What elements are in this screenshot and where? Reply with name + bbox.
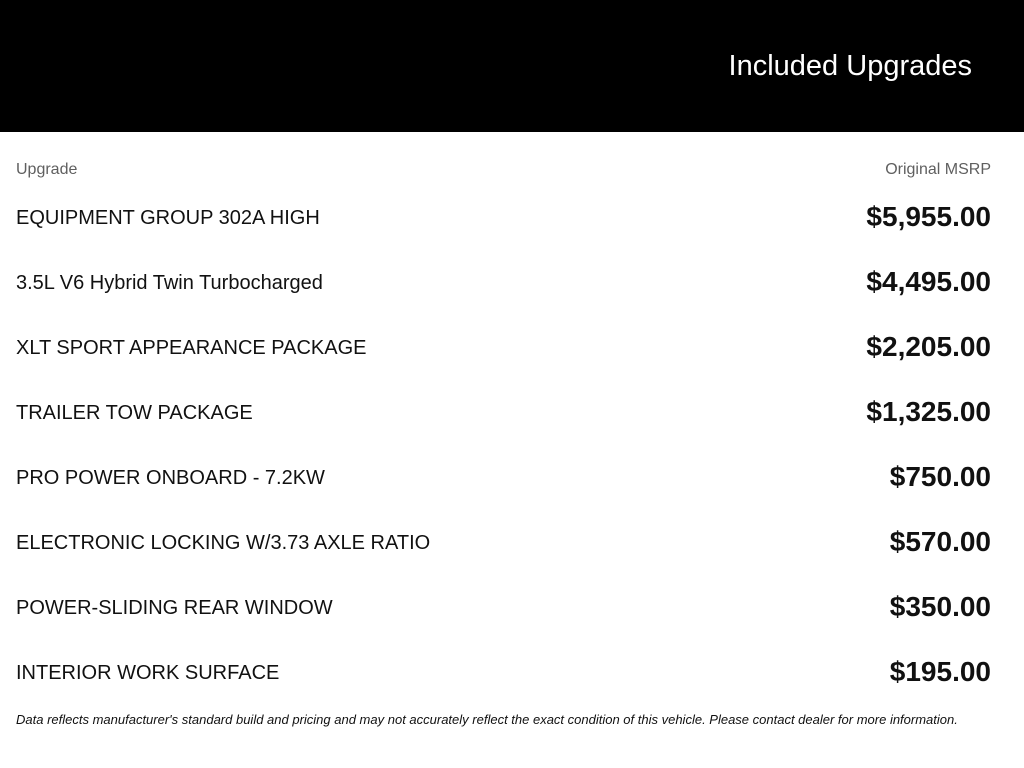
disclaimer-text: Data reflects manufacturer's standard build and pricing and may not accurately reflect the exact condition of this vehicle. Please contact dealer for more information.	[16, 712, 958, 727]
upgrade-price: $1,325.00	[866, 396, 991, 427]
upgrade-name: EQUIPMENT GROUP 302A HIGH	[16, 207, 320, 229]
upgrade-row	[0, 643, 1024, 708]
upgrade-list	[0, 188, 1024, 708]
column-header-upgrade: Upgrade	[16, 161, 78, 178]
upgrade-name: 3.5L V6 Hybrid Twin Turbocharged	[16, 272, 323, 294]
upgrade-price: $750.00	[889, 461, 991, 492]
upgrade-price: $570.00	[889, 526, 991, 557]
upgrade-name: POWER-SLIDING REAR WINDOW	[16, 597, 333, 619]
upgrade-row	[0, 448, 1024, 513]
upgrade-price: $2,205.00	[866, 331, 991, 362]
upgrade-row	[0, 318, 1024, 383]
upgrade-row	[0, 578, 1024, 643]
upgrade-row	[0, 253, 1024, 318]
upgrade-name: ELECTRONIC LOCKING W/3.73 AXLE RATIO	[16, 532, 431, 554]
upgrade-row	[0, 188, 1024, 253]
upgrade-name: PRO POWER ONBOARD - 7.2KW	[16, 467, 325, 489]
header-bar	[0, 0, 1024, 132]
page-title: Included Upgrades	[728, 50, 972, 82]
upgrade-price: $5,955.00	[866, 201, 991, 232]
column-header-msrp: Original MSRP	[885, 161, 991, 178]
upgrade-price: $195.00	[889, 656, 991, 687]
upgrade-price: $350.00	[889, 591, 991, 622]
upgrade-name: TRAILER TOW PACKAGE	[16, 402, 253, 424]
upgrade-name: XLT SPORT APPEARANCE PACKAGE	[16, 337, 367, 359]
upgrade-row	[0, 383, 1024, 448]
upgrade-name: INTERIOR WORK SURFACE	[16, 662, 280, 684]
upgrade-price: $4,495.00	[866, 266, 991, 297]
upgrade-row	[0, 513, 1024, 578]
